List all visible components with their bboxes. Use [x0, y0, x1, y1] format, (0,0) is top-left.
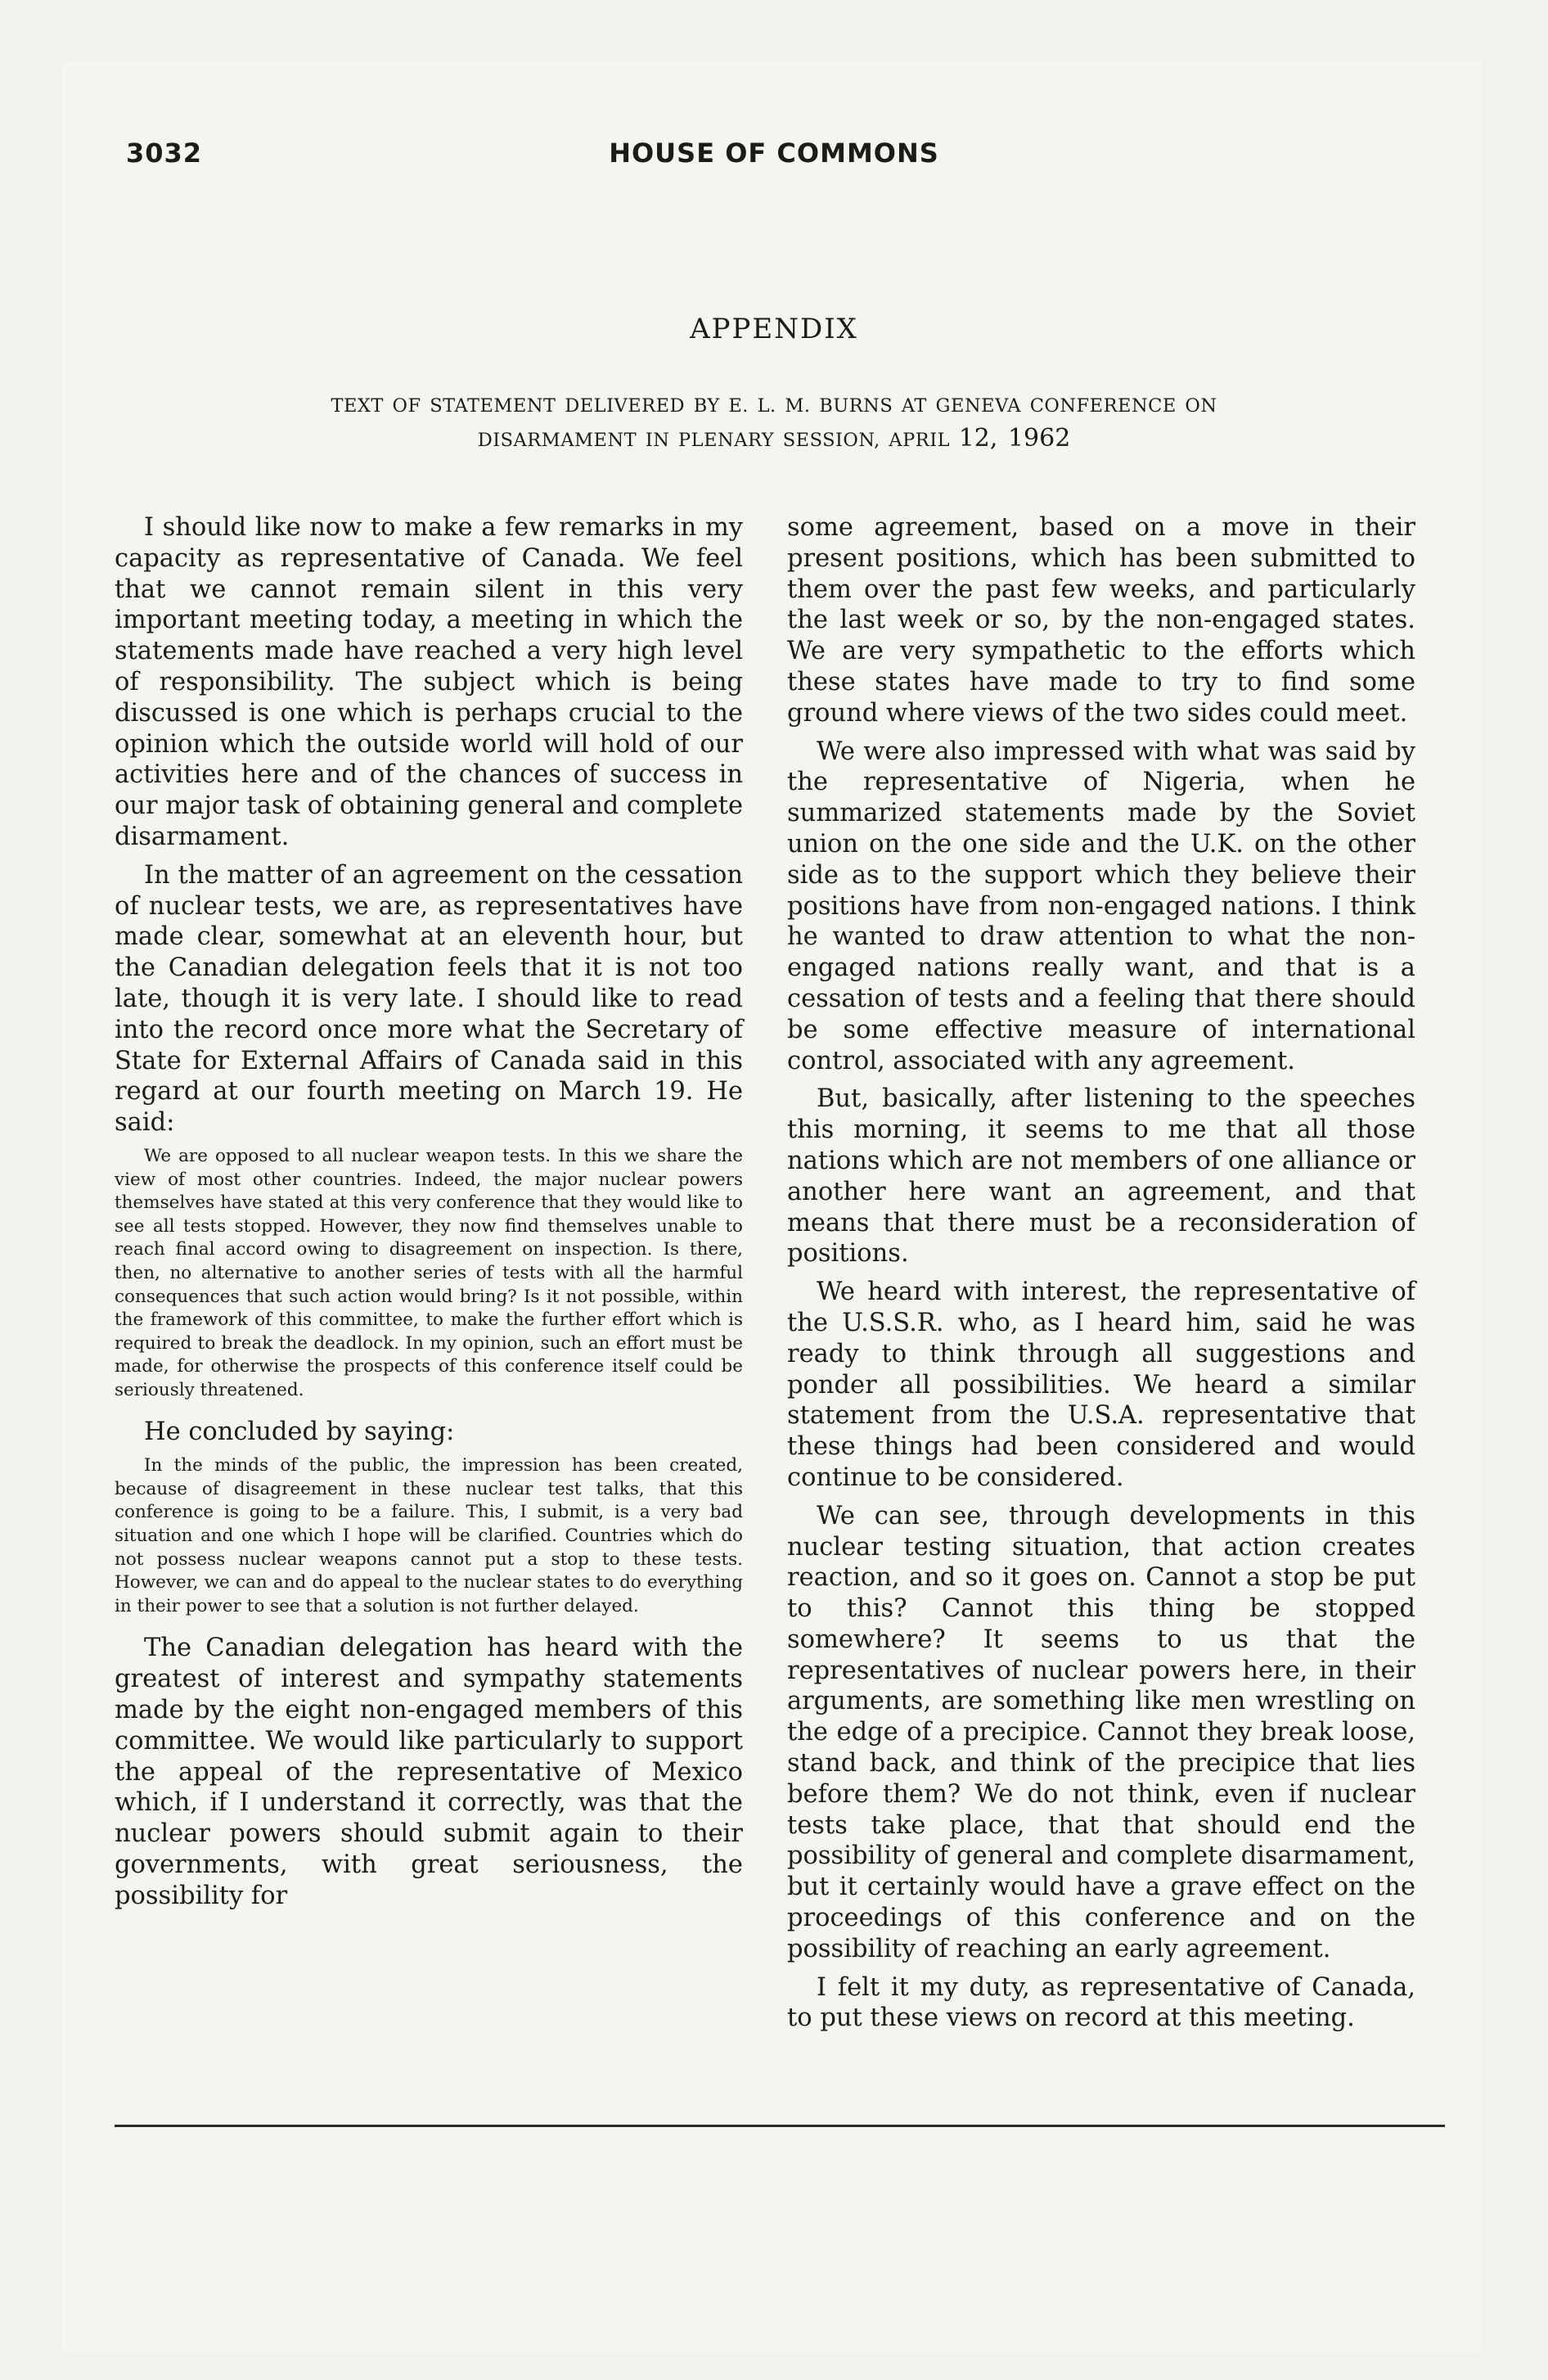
subtitle-line-2-text: DISARMAMENT IN PLENARY SESSION, APRIL — [477, 430, 951, 451]
paragraph-continued: some agreement, based on a move in their present positions, which has been submitted to them over the past few weeks, and particularly the last week or so, by the non-engaged states. We are very sympathetic to the efforts which these states have made to try to find some ground where views of the two sides could meet. — [787, 513, 1415, 728]
right-column — [787, 512, 1415, 2034]
page-number: 3032 — [126, 137, 203, 169]
running-head: HOUSE OF COMMONS — [609, 137, 939, 169]
paragraph: In the matter of an agreement on the cessation of nuclear tests, we are, as representatives have made clear, somewhat at an eleventh hour, but the Canadian delegation feels that it is not too late, though it is very late. I should like to read into the record once more what the Secretary of State for External Affairs of Canada said in this regard at our fourth meeting on March 19. He said: — [115, 860, 743, 1138]
subtitle-date: 12, 1962 — [958, 424, 1071, 453]
subtitle-line-2 — [188, 422, 1360, 457]
paragraph: We heard with interest, the representative of the U.S.S.R. who, as I heard him, said he was ready to think through all suggestions and ponder all possibilities. We heard a similar statement from the U.S.A. representative that these things had been considered and would continue to be considered. — [787, 1278, 1415, 1492]
paragraph: I should like now to make a few remarks in my capacity as representative of Canada. We feel that we cannot remain silent in this very important meeting today, a meeting in which the statements made have reached a very high level of responsibility. The subject which is being discussed is one which is perhaps crucial to the opinion which the outside world will hold of our activities here and of the chances of success in our major task of obtaining general and complete disarmament. — [115, 513, 743, 851]
left-column — [115, 512, 743, 1912]
block-quote: We are opposed to all nuclear weapon tests. In this we share the view of most other countries. Indeed, the major nuclear powers themselves have stated at this very conference that they would like to see all tests stopped. However, they now find themselves unable to reach final accord owing to disagreement on inspection. Is there, then, no alternative to another series of tests with all the harmful consequences that such action would bring? Is it not possible, within the framework of this committee, to make the further effort which is required to break the deadlock. In my opinion, such an effort must be made, for otherwise the prospects of this conference itself could be seriously threatened. — [115, 1145, 743, 1400]
paragraph: But, basically, after listening to the speeches this morning, it seems to me that all those nations which are not members of one alliance or another here want an agreement, and that means that there must be a reconsideration of positions. — [787, 1084, 1415, 1269]
paragraph: We were also impressed with what was said by the representative of Nigeria, when he summarized statements made by the Soviet union on the one side and the U.K. on the other side as to the support which they believe their positions have from non-engaged nations. I think he wanted to draw attention to what the non-engaged nations really want, and that is a cessation of tests and a feeling that there should be some effective measure of international control, associated with any agreement. — [787, 737, 1415, 1075]
paragraph: He concluded by saying: — [144, 1418, 455, 1447]
subtitle-line-1: TEXT OF STATEMENT DELIVERED BY E. L. M. BURNS AT GENEVA CONFERENCE ON — [331, 395, 1217, 417]
paragraph: The Canadian delegation has heard with the greatest of interest and sympathy statements made by the eight non-engaged members of this committee. We would like particularly to support the appeal of the representative of Mexico which, if I understand it correctly, was that the nuclear powers should submit again to their governments, with great seriousness, the possibility for — [115, 1634, 743, 1910]
statement-subtitle — [188, 390, 1360, 457]
block-quote: In the minds of the public, the impression has been created, because of disagreement in these nuclear test talks, that this conference is going to be a failure. This, I submit, is a very bad situation and one which I hope will be clarified. Countries which do not possess nuclear weapons cannot put a stop to these tests. However, we can and do appeal to the nuclear states to do everything in their power to see that a solution is not further delayed. — [115, 1455, 743, 1616]
appendix-title: APPENDIX — [690, 313, 858, 345]
footer-rule — [115, 2125, 1445, 2127]
paragraph: I felt it my duty, as representative of Canada, to put these views on record at this meeting. — [787, 1972, 1415, 2033]
paragraph: We can see, through developments in this nuclear testing situation, that action creates reaction, and so it goes on. Cannot a stop be put to this? Cannot this thing be stopped somewhere? It seems to us that the representatives of nuclear powers here, in their arguments, are something like men wrestling on the edge of a precipice. Cannot they break loose, stand back, and think of the precipice that lies before them? We do not think, even if nuclear tests take place, that that should end the possibility of general and complete disarmament, but it certainly would have a grave effect on the proceedings of this conference and on the possibility of reaching an early agreement. — [787, 1501, 1415, 1963]
